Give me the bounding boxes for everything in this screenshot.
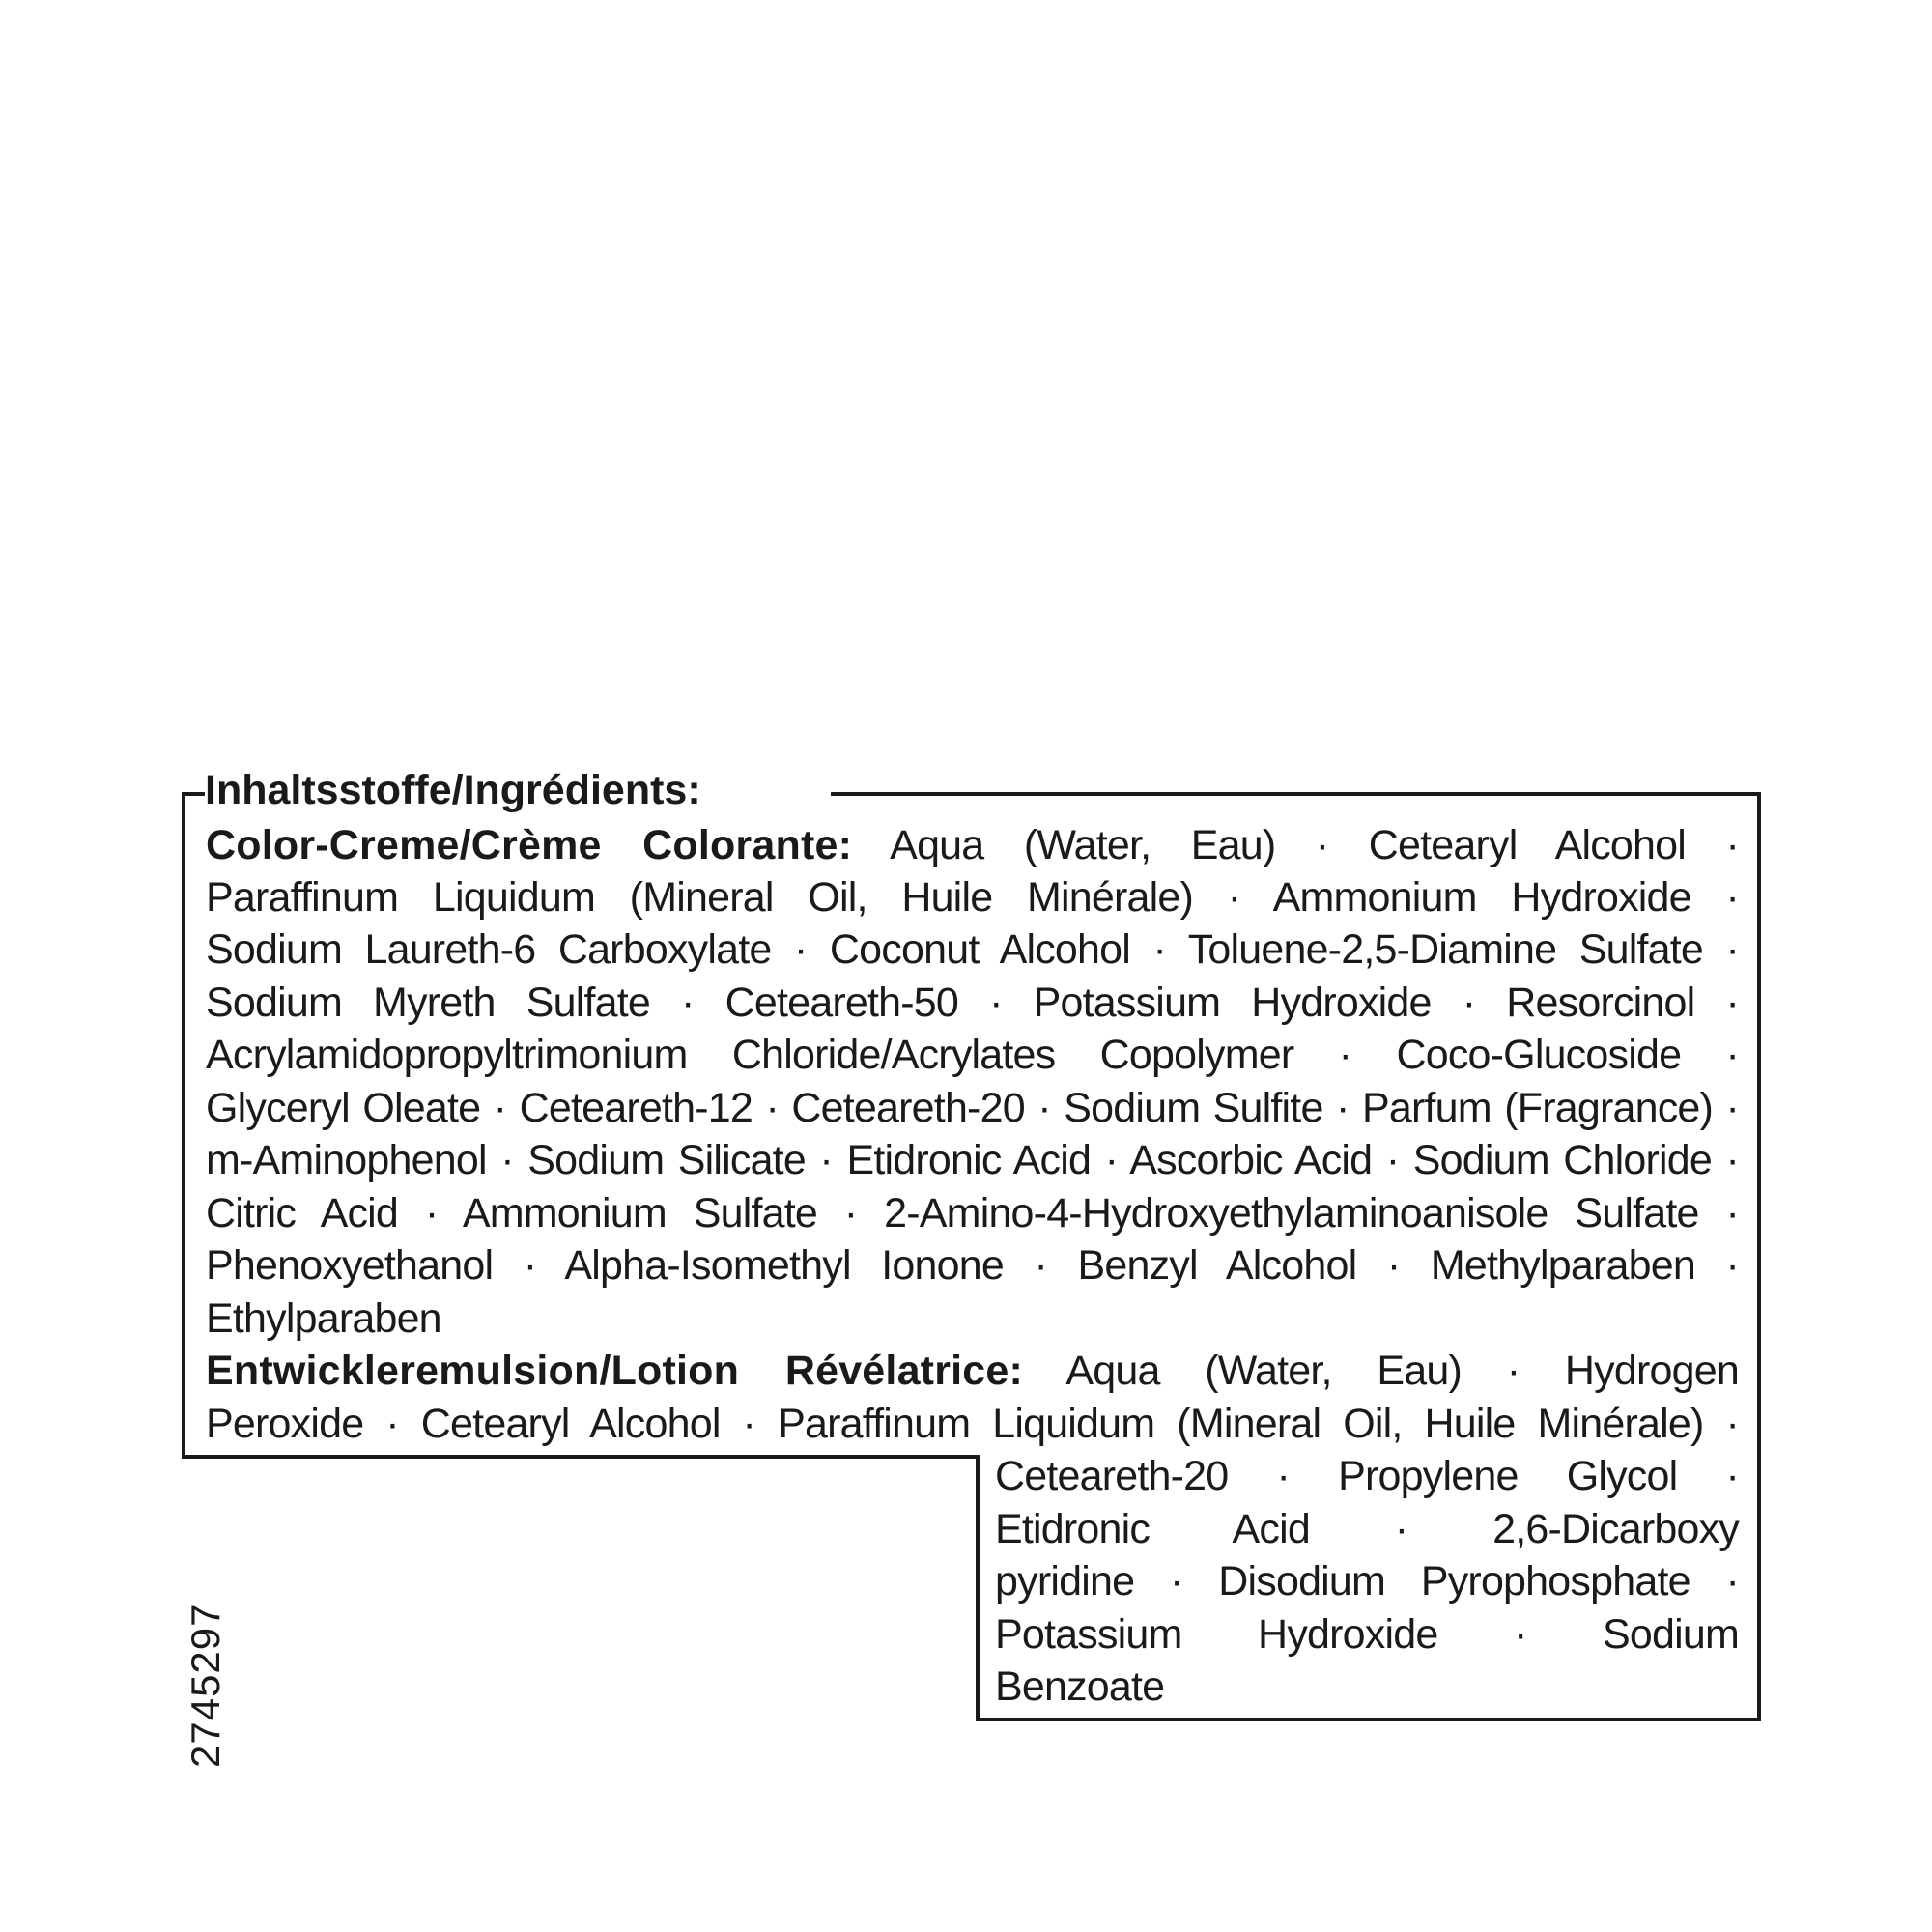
- color-creme-line-8: Citric Acid · Ammonium Sulfate · 2-Amino-4-Hydroxyethylaminoanisole Sulfate ·: [206, 1190, 1739, 1236]
- developer-line-1: [206, 1345, 1739, 1397]
- color-creme-title: Color-Creme/Crème Colorante:: [206, 822, 853, 868]
- developer-line-6: Potassium Hydroxide · Sodium: [995, 1611, 1739, 1658]
- color-creme-line-1: [206, 819, 1739, 871]
- color-creme-line-4: Sodium Myreth Sulfate · Ceteareth-50 · Potassium Hydroxide · Resorcinol ·: [206, 980, 1739, 1026]
- developer-line-5: pyridine · Disodium Pyrophosphate ·: [995, 1558, 1739, 1605]
- developer-line-7: Benzoate: [995, 1663, 1165, 1710]
- color-creme-line-7: m-Aminophenol · Sodium Silicate · Etidronic Acid · Ascorbic Acid · Sodium Chloride ·: [206, 1137, 1739, 1183]
- ingredients-heading: Inhaltsstoffe/Ingrédients:: [205, 766, 705, 814]
- ingredient-text: Aqua (Water, Eau) · Hydrogen: [1023, 1348, 1739, 1394]
- developer-line-2: Peroxide · Cetearyl Alcohol · Paraffinum Liquidum (Mineral Oil, Huile Minérale) ·: [206, 1401, 1739, 1447]
- ingredient-text: Aqua (Water, Eau) · Cetearyl Alcohol ·: [852, 822, 1739, 868]
- product-code: 2745297: [183, 1603, 228, 1768]
- developer-line-4: Etidronic Acid · 2,6-Dicarboxy: [995, 1506, 1739, 1552]
- color-creme-line-2: Paraffinum Liquidum (Mineral Oil, Huile Minérale) · Ammonium Hydroxide ·: [206, 874, 1739, 921]
- developer-line-3: Ceteareth-20 · Propylene Glycol ·: [995, 1453, 1739, 1499]
- color-creme-line-9: Phenoxyethanol · Alpha-Isomethyl Ionone · Benzyl Alcohol · Methylparaben ·: [206, 1242, 1739, 1289]
- color-creme-line-6: Glyceryl Oleate · Ceteareth-12 · Ceteareth-20 · Sodium Sulfite · Parfum (Fragrance) ·: [206, 1085, 1739, 1131]
- developer-title: Entwickleremulsion/Lotion Révélatrice:: [206, 1348, 1024, 1394]
- color-creme-line-5: Acrylamidopropyltrimonium Chloride/Acrylates Copolymer · Coco-Glucoside ·: [206, 1032, 1739, 1078]
- color-creme-line-3: Sodium Laureth-6 Carboxylate · Coconut Alcohol · Toluene-2,5-Diamine Sulfate ·: [206, 926, 1739, 973]
- color-creme-line-10: Ethylparaben: [206, 1295, 441, 1342]
